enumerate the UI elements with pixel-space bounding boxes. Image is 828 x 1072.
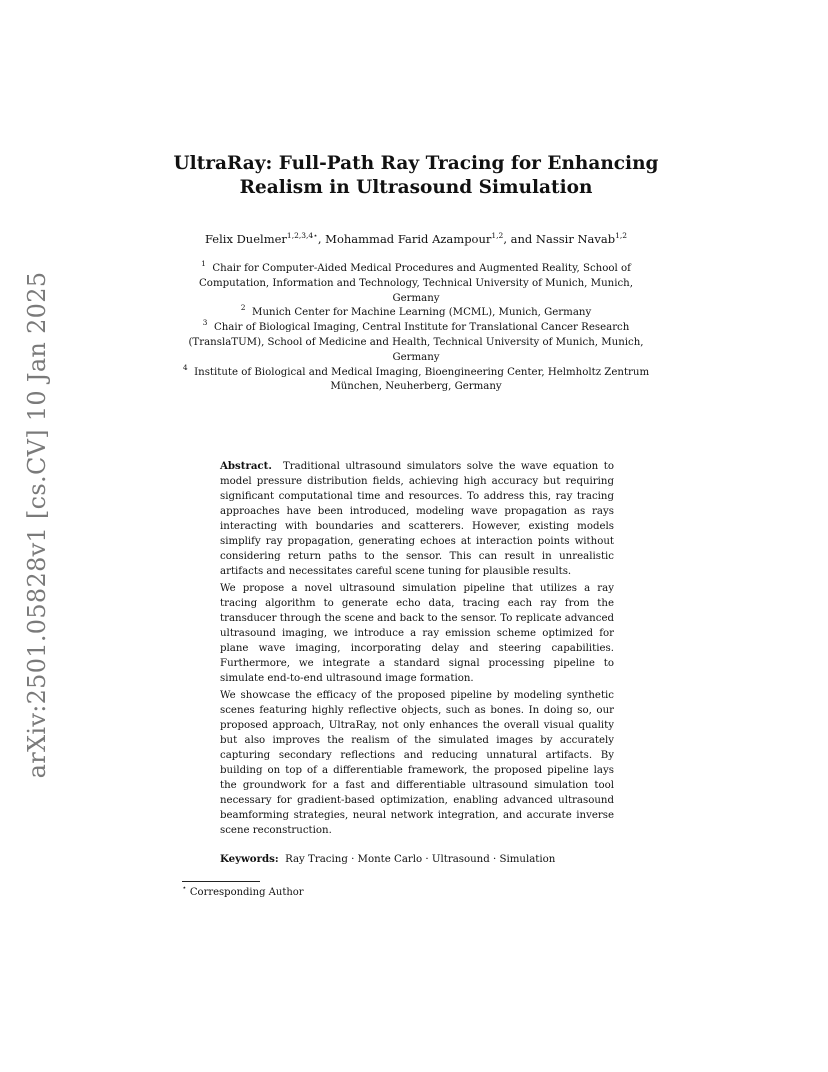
footnote-rule <box>182 881 260 882</box>
affiliation-text: Munich Center for Machine Learning (MCML), Munich, Germany <box>252 307 592 319</box>
arxiv-sidebar <box>14 271 60 779</box>
abstract <box>220 459 614 838</box>
arxiv-identifier: arXiv:2501.05828v1 [cs.CV] 10 Jan 2025 <box>23 271 51 779</box>
title-line-2: Realism in Ultrasound Simulation <box>239 177 593 198</box>
title-line-1: UltraRay: Full-Path Ray Tracing for Enhancing <box>173 153 659 174</box>
abstract-paragraph-3: We showcase the efficacy of the proposed pipeline by modeling synthetic scenes featuring highly reflective objects, such as bones. In doing so, our proposed approach, UltraRay, not only enhances the overall visual quality but also improves the realism of the simulated images by accurately capturing secondary reflections and reducing unnatural artifacts. By building on top of a differentiable framework, the proposed pipeline lays the groundwork for a fast and differentiable ultrasound simulation tool necessary for gradient-based optimization, enabling advanced ultrasound beamforming strategies, neural network integration, and accurate inverse scene reconstruction. <box>220 690 614 836</box>
affiliation-number: 3 <box>202 318 208 328</box>
footnote-mark: ⋆ <box>182 883 187 892</box>
affiliation <box>182 318 650 365</box>
affiliation-text: Institute of Biological and Medical Imaging, Bioengineering Center, Helmholtz Zentrum München, Neuherberg, Germany <box>194 366 650 393</box>
footnote-text: Corresponding Author <box>189 887 304 898</box>
keywords-text: Ray Tracing · Monte Carlo · Ultrasound · Simulation <box>285 854 556 865</box>
affiliation <box>182 303 650 321</box>
keywords <box>220 852 614 867</box>
abstract-paragraph-2: We propose a novel ultrasound simulation pipeline that utilizes a ray tracing algorithm to generate echo data, tracing each ray from the transducer through the scene and back to the sensor. To replicate advanced ultrasound imaging, we introduce a ray emission scheme optimized for plane wave imaging, incorporating delay and steering capabilities. Furthermore, we integrate a standard signal processing pipeline to simulate end-to-end ultrasound image formation. <box>220 583 614 684</box>
footnote <box>182 883 482 899</box>
paper-title <box>150 152 682 200</box>
author-name: Felix Duelmer <box>204 232 287 246</box>
affiliations <box>182 259 650 395</box>
author-affil-marks: 1,2 <box>615 231 628 240</box>
affiliation-number: 4 <box>182 362 188 372</box>
affiliation <box>182 259 650 306</box>
abstract-text-1: Traditional ultrasound simulators solve the wave equation to model pressure distribution fields, achieving high accuracy but requiring significant computational time and resources. To address this, ray tracing approaches have been introduced, modeling wave propagation as rays interacting with boundaries and scatterers. However, existing models simplify ray propagation, generating echoes at interaction points without considering return paths to the sensor. This can result in unrealistic artifacts and necessitates careful scene tuning for plausible results. <box>220 461 614 577</box>
affiliation-text: Chair for Computer-Aided Medical Procedures and Augmented Reality, School of Computation, Information and Technology, Technical University of Munich, Munich, Germany <box>199 263 633 304</box>
author-separator: , and <box>503 232 536 246</box>
keywords-label: Keywords: <box>220 853 279 865</box>
author-name: Mohammad Farid Azampour <box>325 232 492 246</box>
author-separator: , <box>317 232 326 246</box>
abstract-label: Abstract. <box>220 460 272 472</box>
affiliation-number: 2 <box>240 303 246 313</box>
affiliation <box>182 362 650 396</box>
abstract-paragraph-1 <box>220 459 614 579</box>
author-list <box>150 232 682 246</box>
affiliation-text: Chair of Biological Imaging, Central Institute for Translational Cancer Research (TranslaTUM), School of Medicine and Health, Technical University of Munich, Munich, Germany <box>188 322 644 363</box>
author-affil-marks: 1,2,3,4⋆ <box>286 231 318 240</box>
affiliation-number: 1 <box>201 259 206 268</box>
author-name: Nassir Navab <box>535 232 616 246</box>
author-affil-marks: 1,2 <box>491 231 504 240</box>
